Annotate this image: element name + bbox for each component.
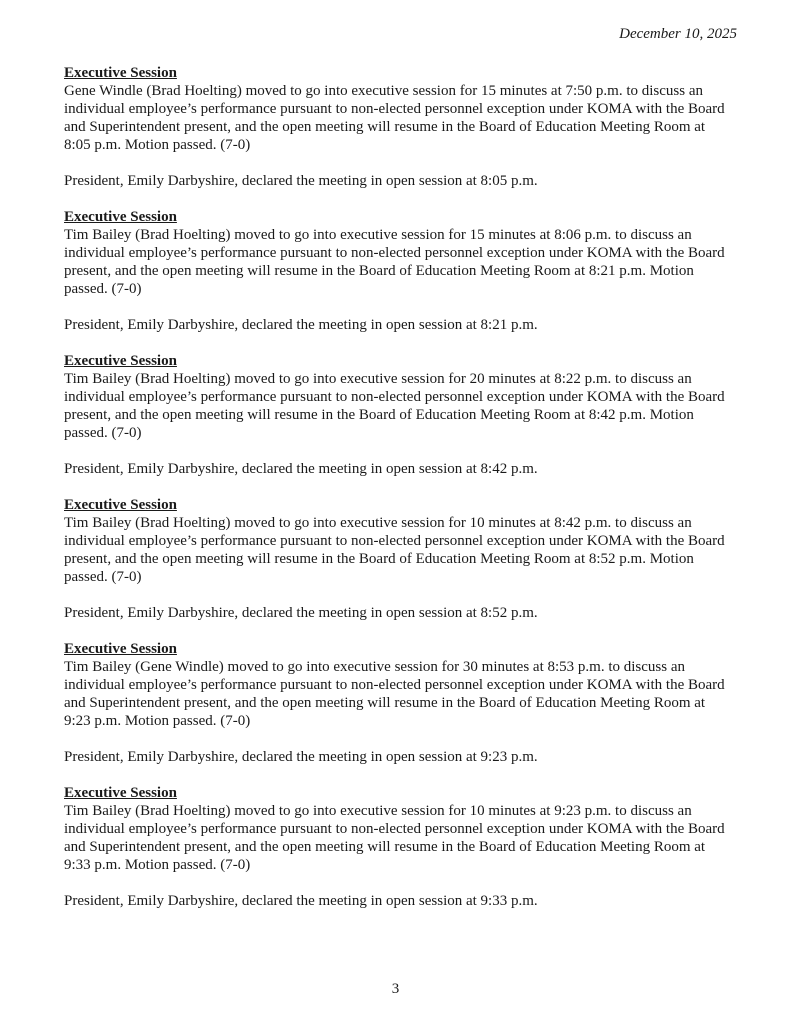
session-motion: Tim Bailey (Gene Windle) moved to go into executive session for 30 minutes at 8:53 p.m. to discuss an individual employee’s performance pursuant to non-elected personnel exception under KOMA with the Board and Superintendent present, and the open meeting will resume in the Board of Education Meeting Room at 9:23 p.m. Motion passed. (7-0) xyxy=(64,659,725,729)
session-heading: Executive Session xyxy=(64,209,177,225)
session-heading: Executive Session xyxy=(64,785,177,801)
executive-session-3 xyxy=(64,352,734,478)
open-session-declaration: President, Emily Darbyshire, declared the meeting in open session at 8:42 p.m. xyxy=(64,461,538,477)
session-motion: Gene Windle (Brad Hoelting) moved to go into executive session for 15 minutes at 7:50 p.m. to discuss an individual employee’s performance pursuant to non-elected personnel exception under KOMA with the Board and Superintendent present, and the open meeting will resume in the Board of Education Meeting Room at 8:05 p.m. Motion passed. (7-0) xyxy=(64,83,725,153)
open-session-declaration: President, Emily Darbyshire, declared the meeting in open session at 9:33 p.m. xyxy=(64,893,538,909)
page-number: 3 xyxy=(391,981,400,997)
document-date: December 10, 2025 xyxy=(619,26,737,42)
minutes-content xyxy=(64,64,734,928)
open-session-declaration: President, Emily Darbyshire, declared the meeting in open session at 8:05 p.m. xyxy=(64,173,538,189)
open-session-declaration: President, Emily Darbyshire, declared the meeting in open session at 8:21 p.m. xyxy=(64,317,538,333)
session-heading: Executive Session xyxy=(64,641,177,657)
executive-session-5 xyxy=(64,640,734,766)
session-motion: Tim Bailey (Brad Hoelting) moved to go into executive session for 10 minutes at 8:42 p.m. to discuss an individual employee’s performance pursuant to non-elected personnel exception under KOMA with the Board present, and the open meeting will resume in the Board of Education Meeting Room at 8:52 p.m. Motion passed. (7-0) xyxy=(64,515,725,585)
session-heading: Executive Session xyxy=(64,65,177,81)
session-motion: Tim Bailey (Brad Hoelting) moved to go into executive session for 10 minutes at 9:23 p.m. to discuss an individual employee’s performance pursuant to non-elected personnel exception under KOMA with the Board and Superintendent present, and the open meeting will resume in the Board of Education Meeting Room at 9:33 p.m. Motion passed. (7-0) xyxy=(64,803,725,873)
executive-session-1 xyxy=(64,64,734,190)
executive-session-6 xyxy=(64,784,734,910)
session-motion: Tim Bailey (Brad Hoelting) moved to go into executive session for 15 minutes at 8:06 p.m. to discuss an individual employee’s performance pursuant to non-elected personnel exception under KOMA with the Board present, and the open meeting will resume in the Board of Education Meeting Room at 8:21 p.m. Motion passed. (7-0) xyxy=(64,227,725,297)
session-heading: Executive Session xyxy=(64,353,177,369)
session-motion: Tim Bailey (Brad Hoelting) moved to go into executive session for 20 minutes at 8:22 p.m. to discuss an individual employee’s performance pursuant to non-elected personnel exception under KOMA with the Board present, and the open meeting will resume in the Board of Education Meeting Room at 8:42 p.m. Motion passed. (7-0) xyxy=(64,371,725,441)
executive-session-4 xyxy=(64,496,734,622)
open-session-declaration: President, Emily Darbyshire, declared the meeting in open session at 8:52 p.m. xyxy=(64,605,538,621)
open-session-declaration: President, Emily Darbyshire, declared the meeting in open session at 9:23 p.m. xyxy=(64,749,538,765)
session-heading: Executive Session xyxy=(64,497,177,513)
executive-session-2 xyxy=(64,208,734,334)
